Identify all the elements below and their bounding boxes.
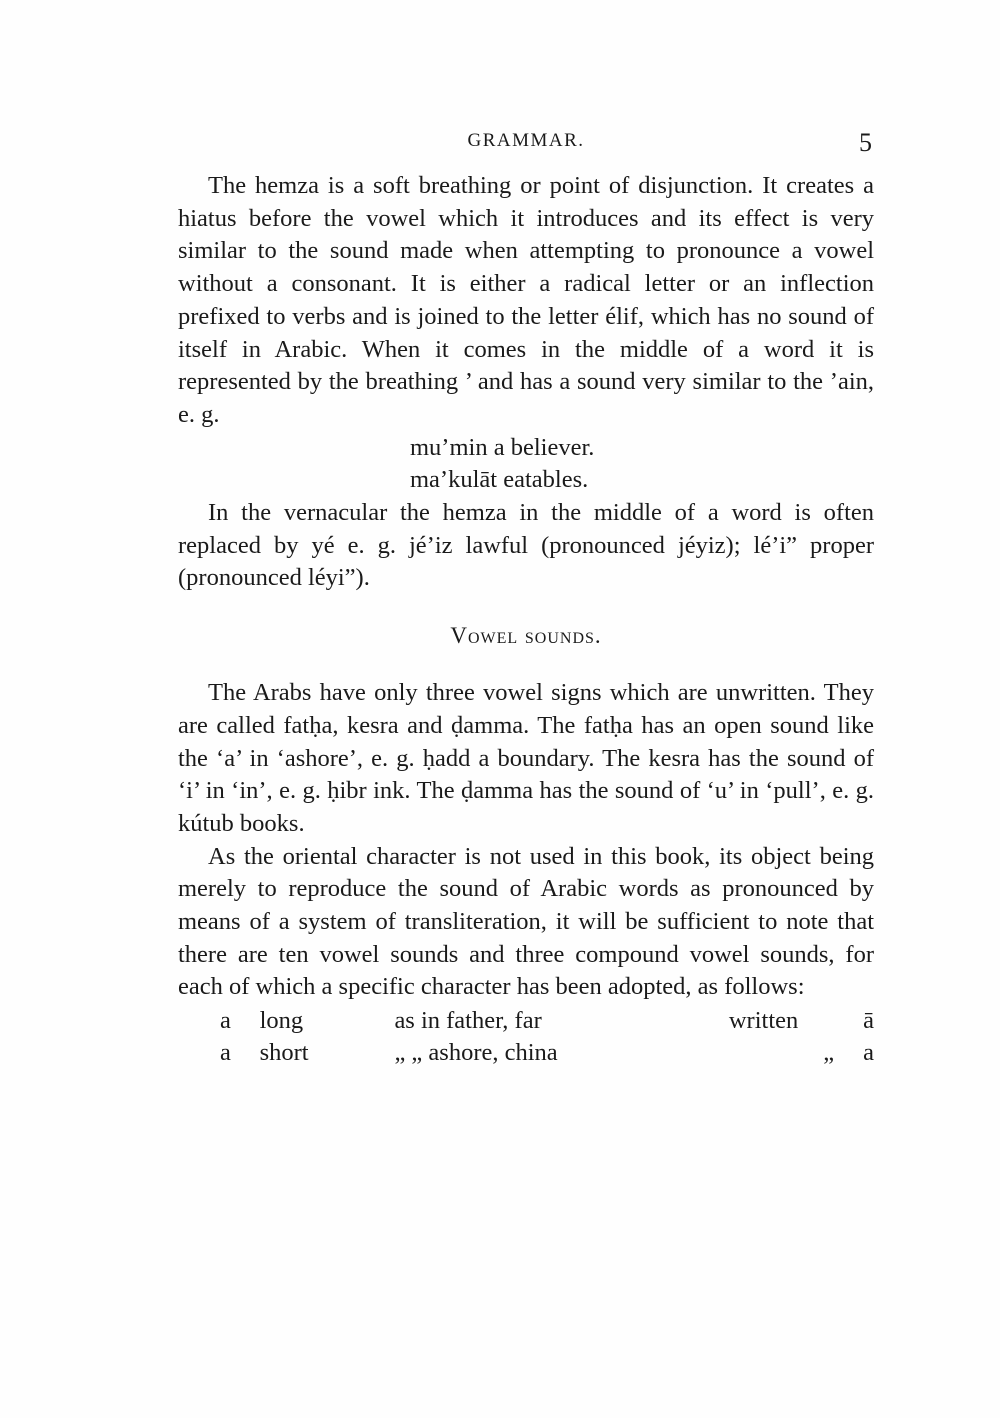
vowel-length: short	[259, 1039, 309, 1067]
vowel-letter: a	[220, 1039, 231, 1067]
vowel-written: „	[823, 1039, 835, 1067]
vowel-mark: a	[863, 1039, 874, 1067]
table-row	[220, 1004, 874, 1037]
running-head	[178, 120, 874, 170]
paragraph-oriental: As the oriental character is not used in this book, its object being merely to reproduce the sound of Arabic words as pronounced by means of a system of transliteration, it will be sufficient to note that there are ten vowel sounds and three compound vowel sounds, for each of which a specific character has been adopted, as follows:	[178, 842, 874, 1001]
page-number: 5	[859, 128, 872, 157]
example-makulat: ma’kulāt eatables.	[410, 466, 589, 494]
table-row	[220, 1037, 874, 1070]
paragraph-vowel-signs: The Arabs have only three vowel signs which are unwritten. They are called fatḥa, kesra and ḍamma. The fatḥa has an open sound like the ‘a’ in ‘ashore’, e. g. ḥadd a boundary. The kesra has the sound of ‘i’ in ‘in’, e. g. ḥibr ink. The ḍamma has the sound of ‘u’ in ‘pull’, e. g. kútub books.	[178, 679, 874, 837]
vowel-written: written	[728, 1006, 799, 1034]
vowel-table	[220, 1004, 874, 1069]
example-mumin: mu’min a believer.	[410, 433, 595, 461]
vowel-length: long	[259, 1006, 304, 1034]
paragraph-hemza: The hemza is a soft breathing or point of disjunction. It creates a hiatus before the vowel which it introduces and its effect is very similar to the sound made when attempting to pronounce a vowel without a consonant. It is either a radical letter or an inflection prefixed to verbs and is joined to the letter élif, which has no sound of itself in Arabic. When it comes in the middle of a word it is represented by the breathing ’ and has a sound very similar to the ’ain, e. g.	[178, 172, 874, 428]
paragraph-vernacular: In the vernacular the hemza in the middle of a word is often replaced by yé e. g. jé’iz lawful (pronounced jéyiz); lé’i” proper (pronounced léyi”).	[178, 499, 874, 592]
vowel-letter: a	[220, 1006, 231, 1034]
book-page	[178, 120, 874, 1070]
running-title: GRAMMAR.	[467, 130, 585, 151]
vowel-example: „ „ ashore, china	[394, 1039, 558, 1067]
vowel-mark: ā	[863, 1006, 874, 1034]
vowel-example: as in father, far	[394, 1006, 542, 1034]
section-heading: Vowel sounds.	[450, 623, 602, 649]
